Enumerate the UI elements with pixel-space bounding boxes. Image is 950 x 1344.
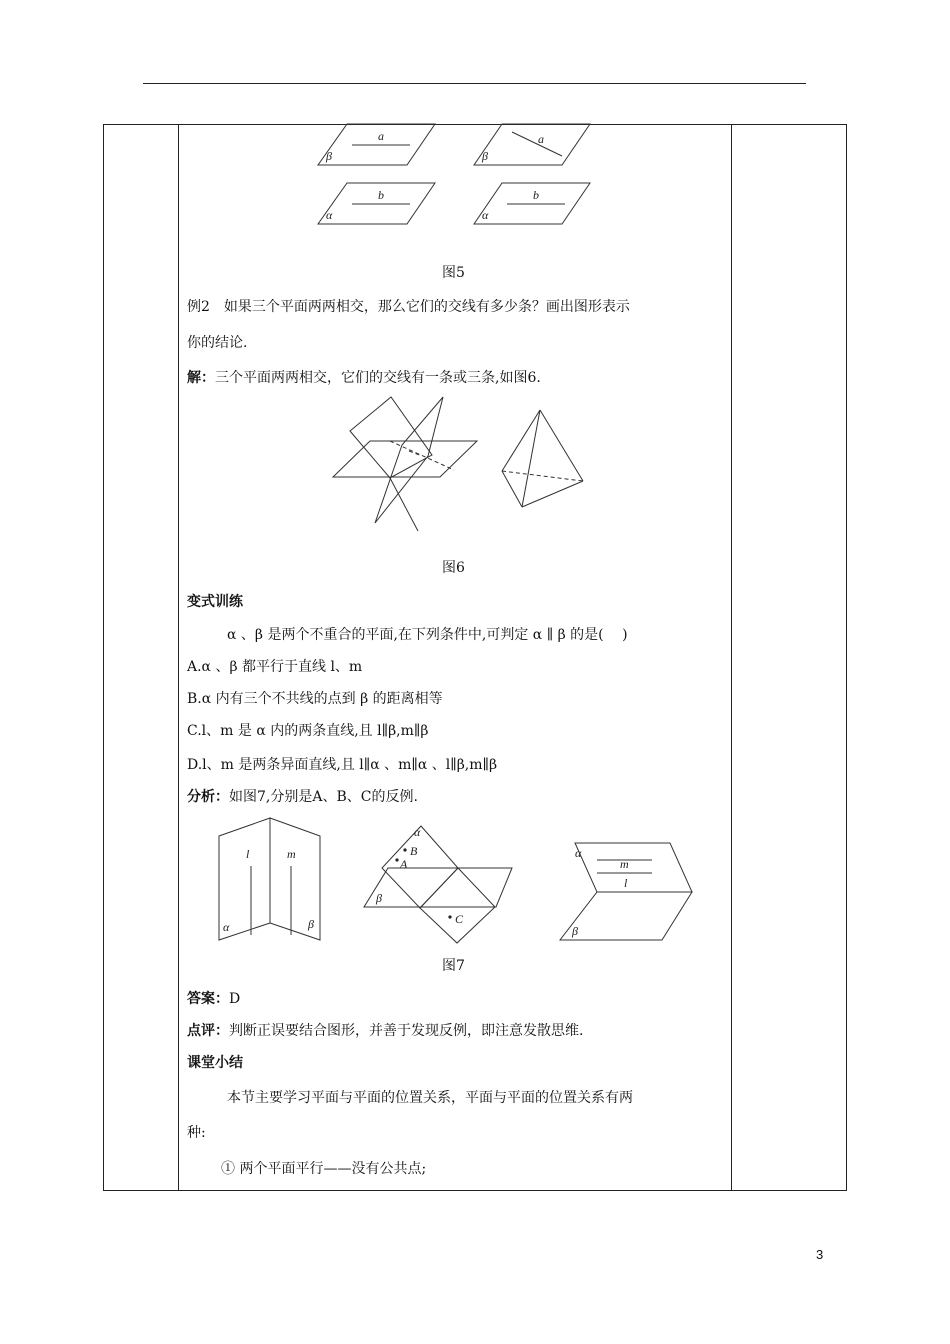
fig7-label-C: C: [455, 912, 464, 926]
fig5-label-beta-1: β: [326, 149, 332, 163]
summary-paragraph-cont: 种:: [187, 1125, 206, 1141]
variant-option-c: C.l、m 是 α 内的两条直线,且 l∥β,m∥β: [187, 723, 429, 739]
lesson-content: [187, 124, 727, 1191]
comment-line: [187, 1020, 583, 1040]
fig7-label-m-1: m: [287, 847, 296, 861]
fig7-caption: 图7: [442, 958, 465, 974]
comment-label: 点评：: [187, 1023, 229, 1039]
summary-item-1: ① 两个平面平行——没有公共点;: [221, 1161, 427, 1177]
fig5-label-b-2: b: [533, 188, 539, 202]
fig7-label-A: A: [400, 857, 408, 871]
fig7-label-alpha-2: α: [414, 825, 421, 839]
fig7-label-alpha-3: α: [575, 846, 582, 860]
variant-option-a: A.α 、β 都平行于直线 l、m: [187, 659, 363, 675]
answer-text: D: [229, 991, 241, 1007]
example2-label: 例2: [187, 299, 210, 315]
answer-label: 答案：: [187, 991, 229, 1007]
fig6-caption: 图6: [442, 560, 465, 576]
fig7-label-alpha-1: α: [223, 920, 230, 934]
fig5-label-alpha-1: α: [326, 208, 333, 222]
variant-analysis: [187, 786, 418, 806]
fig7-label-B: B: [410, 844, 418, 858]
fig5-label-alpha-2: α: [482, 208, 489, 222]
example2-question-line2: 你的结论.: [187, 335, 248, 351]
fig5-label-a-2: a: [538, 132, 544, 146]
answer-line: [187, 988, 240, 1008]
solution-label: 解：: [187, 370, 215, 386]
example2-solution: [187, 367, 541, 387]
fig5-label-beta-2: β: [482, 149, 488, 163]
variant-option-b: B.α 内有三个不共线的点到 β 的距离相等: [187, 691, 443, 707]
solution-text: 三个平面两两相交，它们的交线有一条或三条,如图6.: [215, 370, 541, 386]
comment-text: 判断正误要结合图形，并善于发现反例，即注意发散思维.: [229, 1023, 584, 1039]
summary-title: 课堂小结: [187, 1055, 243, 1071]
fig7-label-beta-2: β: [376, 891, 382, 905]
page-number: 3: [816, 1247, 824, 1262]
fig7-label-l-1: l: [246, 847, 250, 861]
variant-title: 变式训练: [187, 594, 243, 610]
fig7-label-m-3: m: [620, 857, 629, 871]
analysis-text: 如图7,分别是A、B、C的反例.: [229, 789, 418, 805]
fig7-label-l-3: l: [624, 876, 628, 890]
example2-question: [187, 296, 630, 316]
fig5-caption: 图5: [442, 265, 465, 281]
fig7-label-beta-1: β: [308, 917, 314, 931]
variant-stem: α 、β 是两个不重合的平面,在下列条件中,可判定 α ∥ β 的是( ): [227, 627, 628, 643]
analysis-label: 分析：: [187, 789, 229, 805]
fig7-label-beta-3: β: [572, 924, 578, 938]
fig5-label-a-1: a: [378, 129, 384, 143]
fig5-label-b-1: b: [378, 188, 384, 202]
summary-paragraph: 本节主要学习平面与平面的位置关系，平面与平面的位置关系有两: [227, 1090, 633, 1106]
variant-option-d: D.l、m 是两条异面直线,且 l∥α 、m∥α 、l∥β,m∥β: [187, 757, 498, 773]
example2-question-text: 如果三个平面两两相交，那么它们的交线有多少条？画出图形表示: [223, 299, 630, 315]
